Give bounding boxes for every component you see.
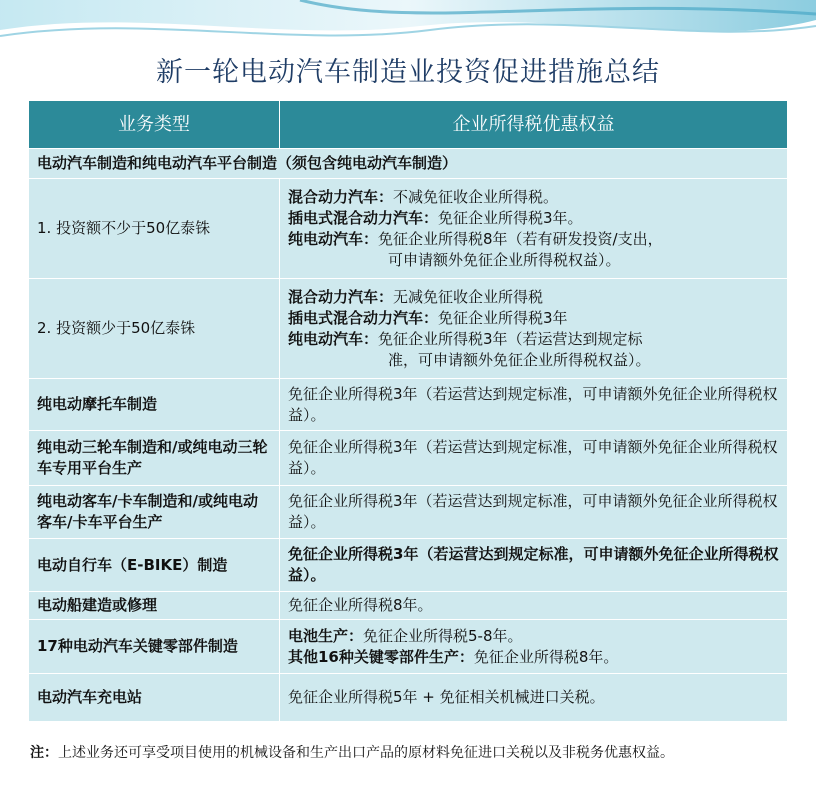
benefit-value: 免征企业所得税8年。 <box>473 647 619 666</box>
benefit-key: 混合动力汽车： <box>288 187 394 206</box>
benefit-value: 无减免征收企业所得税 <box>393 287 544 306</box>
benefit-value-cont: 可申请额外免征企业所得税权益）。 <box>388 250 621 269</box>
table-header-row <box>29 101 788 149</box>
benefit-key: 其他16种关键零部件生产： <box>288 647 474 666</box>
row-benefit <box>280 279 788 379</box>
table-row <box>29 179 788 279</box>
benefit-value: 免征企业所得税3年。 <box>438 208 583 227</box>
benefit-value: 不减免征收企业所得税。 <box>393 187 559 206</box>
benefit-key: 插电式混合动力汽车： <box>288 308 439 327</box>
table-row <box>29 592 788 620</box>
table-row <box>29 279 788 379</box>
footnote <box>30 744 790 763</box>
incentive-table <box>28 100 788 722</box>
row-type: 纯电动摩托车制造 <box>29 379 280 431</box>
table-row <box>29 620 788 674</box>
row-type: 电动船建造或修理 <box>29 592 280 620</box>
row-type: 纯电动三轮车制造和/或纯电动三轮车专用平台生产 <box>29 431 280 486</box>
row-type: 2. 投资额少于50亿泰铢 <box>29 279 280 379</box>
table-row <box>29 539 788 592</box>
benefit-key: 电池生产： <box>288 626 364 645</box>
benefit-value: 免征企业所得税3年（若运营达到规定标 <box>378 329 643 348</box>
footnote-text: 上述业务还可享受项目使用的机械设备和生产出口产品的原材料免征进口关税以及非税务优惠权益。 <box>58 745 674 761</box>
table-row <box>29 674 788 722</box>
row-type: 纯电动客车/卡车制造和/或纯电动客车/卡车平台生产 <box>29 486 280 539</box>
row-benefit: 免征企业所得税3年（若运营达到规定标准，可申请额外免征企业所得税权益）。 <box>280 539 788 592</box>
row-benefit <box>280 179 788 279</box>
table-row <box>29 486 788 539</box>
benefit-value: 免征企业所得税3年 <box>438 308 568 327</box>
row-benefit: 免征企业所得税3年（若运营达到规定标准，可申请额外免征企业所得税权益）。 <box>280 379 788 431</box>
table-row <box>29 431 788 486</box>
row-benefit: 免征企业所得税8年。 <box>280 592 788 620</box>
footnote-label: 注： <box>30 745 58 761</box>
benefit-value: 免征企业所得税8年（若有研发投资/支出， <box>378 229 663 248</box>
row-type: 1. 投资额不少于50亿泰铢 <box>29 179 280 279</box>
row-benefit <box>280 620 788 674</box>
page-title: 新一轮电动汽车制造业投资促进措施总结 <box>156 57 660 88</box>
row-type: 17种电动汽车关键零部件制造 <box>29 620 280 674</box>
benefit-key: 插电式混合动力汽车： <box>288 208 439 227</box>
row-type: 电动汽车充电站 <box>29 674 280 722</box>
benefit-value: 免征企业所得税5-8年。 <box>363 626 523 645</box>
benefit-key: 混合动力汽车： <box>288 287 394 306</box>
table-section-row <box>29 149 788 179</box>
row-benefit: 免征企业所得税3年（若运营达到规定标准，可申请额外免征企业所得税权益）。 <box>280 431 788 486</box>
table-row <box>29 379 788 431</box>
benefit-key: 纯电动汽车： <box>288 329 379 348</box>
header-business-type: 业务类型 <box>29 101 280 149</box>
row-benefit: 免征企业所得税3年（若运营达到规定标准，可申请额外免征企业所得税权益）。 <box>280 486 788 539</box>
row-benefit: 免征企业所得税5年 + 免征相关机械进口关税。 <box>280 674 788 722</box>
benefit-key: 纯电动汽车： <box>288 229 379 248</box>
benefit-value-cont: 准，可申请额外免征企业所得税权益）。 <box>388 350 651 369</box>
row-type: 电动自行车（E-BIKE）制造 <box>29 539 280 592</box>
header-tax-benefit: 企业所得税优惠权益 <box>280 101 788 149</box>
section-title: 电动汽车制造和纯电动汽车平台制造（须包含纯电动汽车制造） <box>29 149 788 179</box>
